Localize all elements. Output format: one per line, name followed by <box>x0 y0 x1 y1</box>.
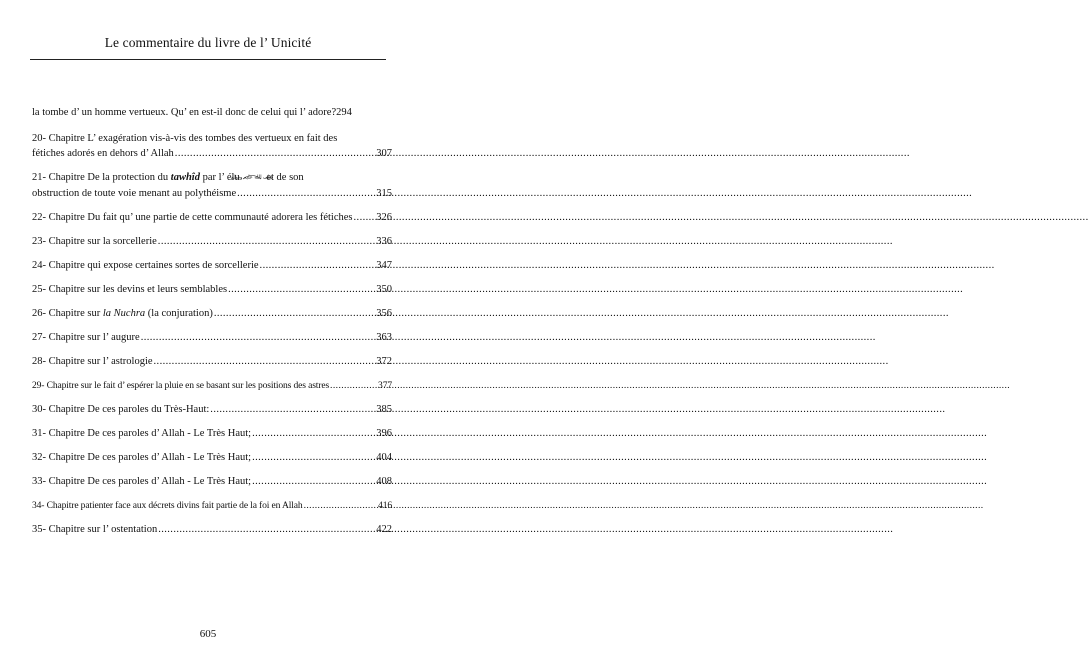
toc-leader-dots <box>237 186 375 201</box>
toc-leader-dots <box>252 450 375 465</box>
toc-entry-text-part: (la conjuration) <box>145 308 213 319</box>
toc-entry-26 <box>32 306 392 321</box>
toc-entry <box>32 426 392 441</box>
toc-entry-text: 29- Chapitre sur le fait d’ espérer la pluie en se basant sur les positions des astres <box>32 380 330 391</box>
toc-entry-text: la tombe d’ un homme vertueux. Qu’ en est-il donc de celui qui l’ adore? <box>32 107 337 118</box>
toc-entry-text: 23- Chapitre sur la sorcellerie <box>32 236 157 247</box>
toc-entry-page: 307 <box>376 148 392 159</box>
toc-entry-20 <box>32 131 392 161</box>
toc-entry-page: 350 <box>376 284 392 295</box>
toc-entry-text <box>32 170 392 186</box>
toc-entry <box>32 378 392 393</box>
toc-leader-dots <box>252 474 375 489</box>
toc-entry-text: 33- Chapitre De ces paroles d’ Allah - Le Très Haut; <box>32 476 252 487</box>
toc-entry-page: 356 <box>376 308 392 319</box>
toc-leader-dots <box>252 426 375 441</box>
toc-entry-page: 408 <box>376 476 392 487</box>
toc-entry-page: 372 <box>376 356 392 367</box>
toc-entry-term: tawhîd <box>170 172 200 183</box>
toc-leader-dots <box>330 378 377 393</box>
toc-entry-text: 25- Chapitre sur les devins et leurs semblables <box>32 284 228 295</box>
page-number: 605 <box>199 628 217 640</box>
toc-entry <box>32 282 392 297</box>
toc-entries-group-b <box>32 330 392 537</box>
toc-leader-dots <box>214 306 375 321</box>
toc-entry <box>32 522 392 537</box>
toc-entry-text: 31- Chapitre De ces paroles d’ Allah - Le Très Haut; <box>32 428 252 439</box>
toc-entry-text-cont: fétiches adorés en dehors d’ Allah <box>32 148 174 159</box>
toc-leader-dots <box>158 234 375 249</box>
toc-entry <box>32 474 392 489</box>
toc-entry-text-part: par l’ élu <box>199 172 240 183</box>
toc-entry-text: 30- Chapitre De ces paroles du Très-Haut: <box>32 404 210 415</box>
toc-entries-group-a <box>32 210 392 297</box>
toc-leader-dots <box>210 402 375 417</box>
toc-entry-page: 294 <box>336 107 352 118</box>
toc-entry-text-part: 26- Chapitre sur <box>32 308 103 319</box>
toc-entry-page: 336 <box>376 236 392 247</box>
toc-entry <box>32 354 392 369</box>
toc-entry-text-part: et de son <box>263 172 304 183</box>
toc-entry-page: 363 <box>376 332 392 343</box>
toc-entry-text: 20- Chapitre L’ exagération vis-à-vis des tombes des vertueux en fait des <box>32 133 338 144</box>
header-rule <box>30 59 386 60</box>
toc-entry-text-part: 21- Chapitre De la protection du <box>32 172 171 183</box>
toc-leader-dots <box>354 210 376 225</box>
toc-entry-page: 404 <box>376 452 392 463</box>
toc-entry-page: 315 <box>376 188 392 199</box>
toc-entry-continuation <box>32 105 392 120</box>
running-header: Le commentaire du livre de l’ Unicité <box>104 35 312 50</box>
toc-entry-text: 32- Chapitre De ces paroles d’ Allah - Le Très Haut; <box>32 452 252 463</box>
toc-entry <box>32 498 392 513</box>
table-of-contents <box>32 105 392 546</box>
toc-entry-page: 416 <box>378 500 392 511</box>
toc-entry <box>32 330 392 345</box>
toc-entry-text: 22- Chapitre Du fait qu’ une partie de cette communauté adorera les fétiches <box>32 212 353 223</box>
toc-entry-text <box>32 306 213 321</box>
salawat-seal-text: صلى الله عليه وسلم <box>230 174 273 181</box>
toc-entry <box>32 402 392 417</box>
toc-leader-dots <box>158 522 375 537</box>
toc-leader-dots <box>228 282 375 297</box>
toc-entry-page: 422 <box>376 524 392 535</box>
toc-leader-dots <box>154 354 376 369</box>
toc-entry-page: 326 <box>376 212 392 223</box>
toc-leader-dots <box>141 330 376 345</box>
salawat-seal-icon <box>230 170 273 186</box>
toc-entry <box>32 450 392 465</box>
toc-entry-text: 28- Chapitre sur l’ astrologie <box>32 356 153 367</box>
toc-entry-text-cont: obstruction de toute voie menant au polythéisme <box>32 188 237 199</box>
toc-entry-text: 27- Chapitre sur l’ augure <box>32 332 140 343</box>
toc-entry <box>32 210 392 225</box>
toc-entry-page: 396 <box>376 428 392 439</box>
toc-entry <box>32 258 392 273</box>
toc-entry-text: 34- Chapitre patienter face aux décrets divins fait partie de la foi en Allah <box>32 500 303 511</box>
toc-entry-text: 35- Chapitre sur l’ ostentation <box>32 524 158 535</box>
toc-leader-dots <box>175 146 375 161</box>
toc-entry-text: 24- Chapitre qui expose certaines sortes de sorcellerie <box>32 260 259 271</box>
toc-entry-term: la Nuchra <box>102 308 146 319</box>
toc-leader-dots <box>260 258 376 273</box>
toc-leader-dots <box>304 498 377 513</box>
toc-entry-page: 377 <box>378 380 392 391</box>
toc-entry <box>32 234 392 249</box>
toc-entry-page: 385 <box>376 404 392 415</box>
toc-entry-21 <box>32 170 392 201</box>
toc-entry-page: 347 <box>376 260 392 271</box>
